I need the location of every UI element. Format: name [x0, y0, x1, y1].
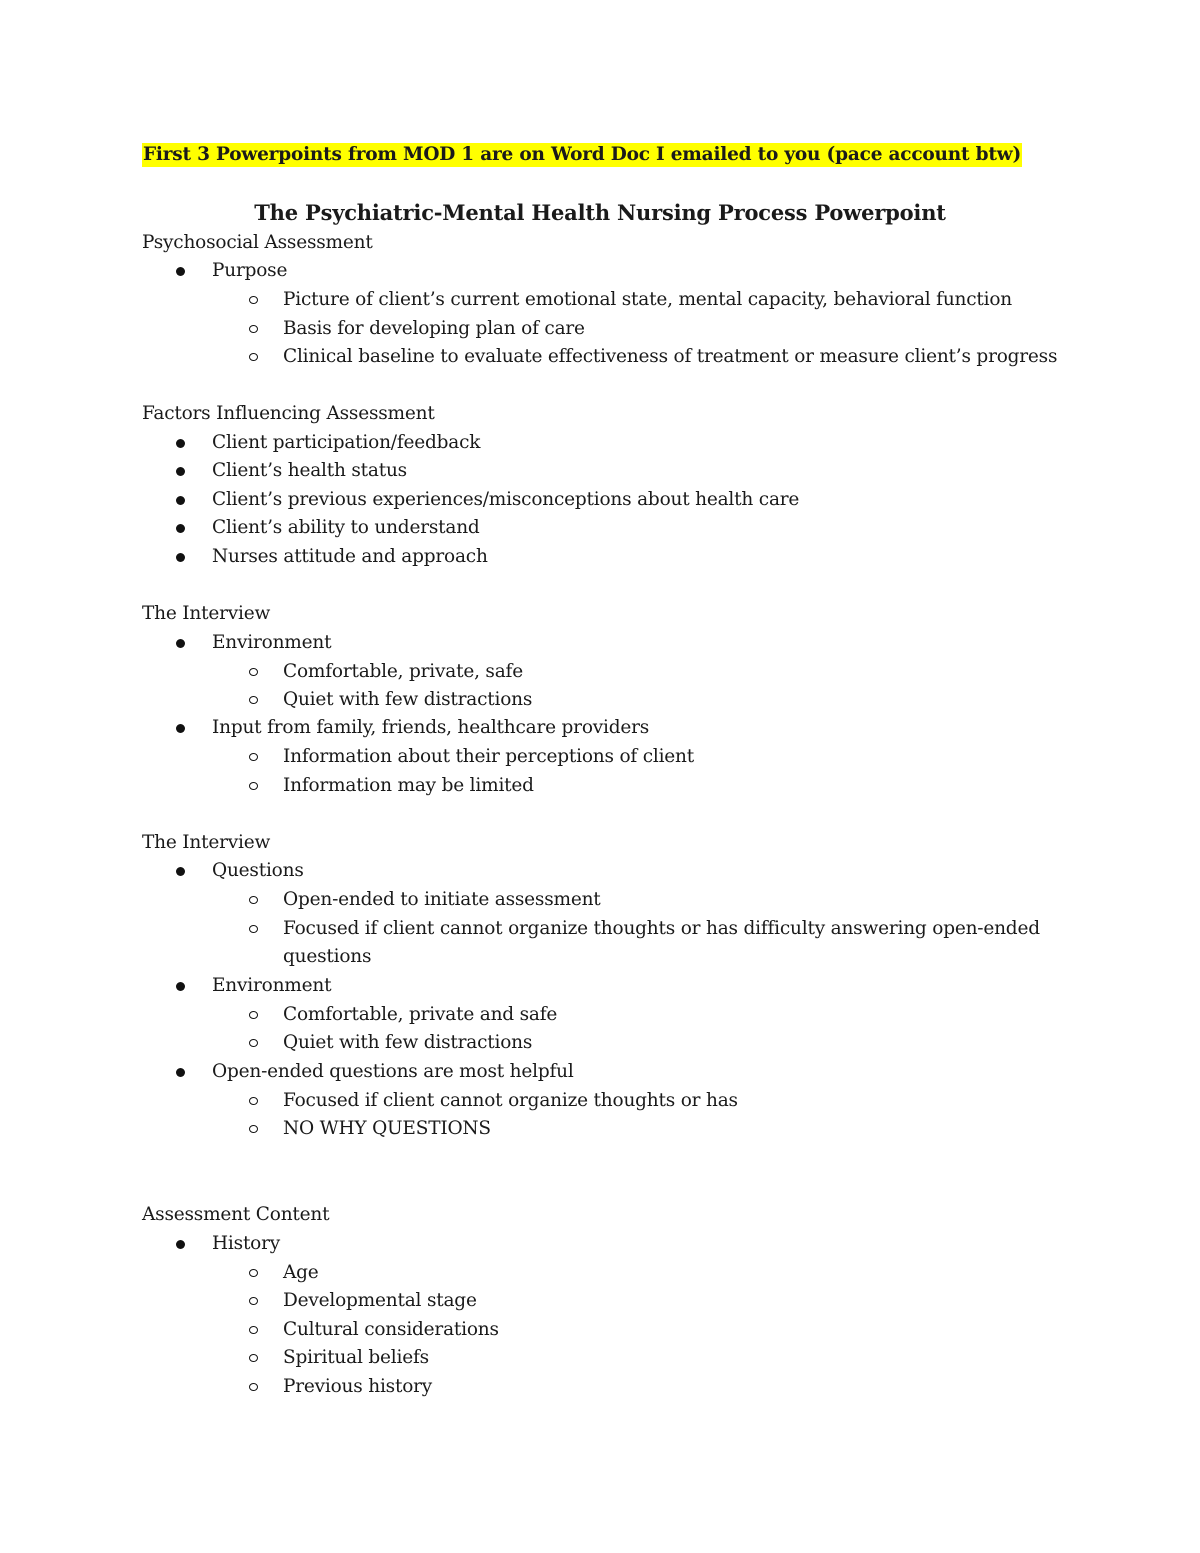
sub-list-item: Spiritual beliefs [283, 1347, 429, 1368]
sub-list-item: Comfortable, private and safe [283, 1004, 558, 1025]
sub-list-item: Picture of client’s current emotional state, mental capacity, behavioral function [283, 289, 1013, 310]
circle-bullet-icon [249, 660, 258, 684]
sub-list-item-continuation: questions [283, 946, 372, 967]
circle-bullet-icon [249, 1318, 258, 1342]
sub-list-item: Information may be limited [283, 775, 534, 796]
sub-list-item: Focused if client cannot organize thoughts or has [283, 1090, 738, 1111]
circle-bullet-icon [249, 1261, 258, 1285]
circle-bullet-icon [249, 917, 258, 941]
bullet-icon [176, 516, 185, 540]
bullet-icon [176, 859, 185, 883]
sub-list-item: Age [283, 1262, 319, 1283]
bullet-icon [176, 545, 185, 569]
sub-list-item: Developmental stage [283, 1290, 477, 1311]
circle-bullet-icon [249, 745, 258, 769]
bullet-icon [176, 259, 185, 283]
circle-bullet-icon [249, 345, 258, 369]
bullet-icon [176, 1232, 185, 1256]
list-item: Client’s ability to understand [212, 517, 480, 538]
section-heading-psychosocial: Psychosocial Assessment [142, 232, 373, 253]
list-item: Purpose [212, 260, 288, 281]
sub-list-item: Quiet with few distractions [283, 689, 533, 710]
section-heading-interview: The Interview [142, 832, 271, 853]
list-item: Environment [212, 632, 332, 653]
circle-bullet-icon [249, 888, 258, 912]
circle-bullet-icon [249, 688, 258, 712]
list-item: Client’s previous experiences/misconceptions about health care [212, 489, 800, 510]
bullet-icon [176, 459, 185, 483]
list-item: Open-ended questions are most helpful [212, 1061, 574, 1082]
sub-list-item: Information about their perceptions of client [283, 746, 695, 767]
bullet-icon [176, 488, 185, 512]
bullet-icon [176, 1060, 185, 1084]
highlighted-note: First 3 Powerpoints from MOD 1 are on Word Doc I emailed to you (pace account btw) [143, 144, 1022, 165]
circle-bullet-icon [249, 1289, 258, 1313]
section-heading-interview: The Interview [142, 603, 271, 624]
circle-bullet-icon [249, 317, 258, 341]
sub-list-item: Previous history [283, 1376, 433, 1397]
sub-list-item: Clinical baseline to evaluate effectiveness of treatment or measure client’s progress [283, 346, 1058, 367]
circle-bullet-icon [249, 774, 258, 798]
sub-list-item: Quiet with few distractions [283, 1032, 533, 1053]
sub-list-item: Basis for developing plan of care [283, 318, 585, 339]
bullet-icon [176, 431, 185, 455]
circle-bullet-icon [249, 1089, 258, 1113]
bullet-icon [176, 631, 185, 655]
bullet-icon [176, 974, 185, 998]
circle-bullet-icon [249, 1346, 258, 1370]
list-item: Nurses attitude and approach [212, 546, 488, 567]
sub-list-item: Open-ended to initiate assessment [283, 889, 601, 910]
list-item: Client participation/feedback [212, 432, 481, 453]
circle-bullet-icon [249, 1375, 258, 1399]
sub-list-item: NO WHY QUESTIONS [283, 1118, 491, 1139]
list-item: Environment [212, 975, 332, 996]
sub-list-item: Cultural considerations [283, 1319, 499, 1340]
circle-bullet-icon [249, 1031, 258, 1055]
list-item: Questions [212, 860, 304, 881]
sub-list-item: Focused if client cannot organize thoughts or has difficulty answering open-ended [283, 918, 1040, 939]
bullet-icon [176, 716, 185, 740]
section-heading-assessment-content: Assessment Content [142, 1204, 330, 1225]
circle-bullet-icon [249, 1003, 258, 1027]
circle-bullet-icon [249, 1117, 258, 1141]
section-heading-factors: Factors Influencing Assessment [142, 403, 435, 424]
sub-list-item: Comfortable, private, safe [283, 661, 523, 682]
document-title: The Psychiatric-Mental Health Nursing Process Powerpoint [254, 200, 946, 225]
list-item: Input from family, friends, healthcare providers [212, 717, 650, 738]
list-item: History [212, 1233, 281, 1254]
list-item: Client’s health status [212, 460, 407, 481]
circle-bullet-icon [249, 288, 258, 312]
